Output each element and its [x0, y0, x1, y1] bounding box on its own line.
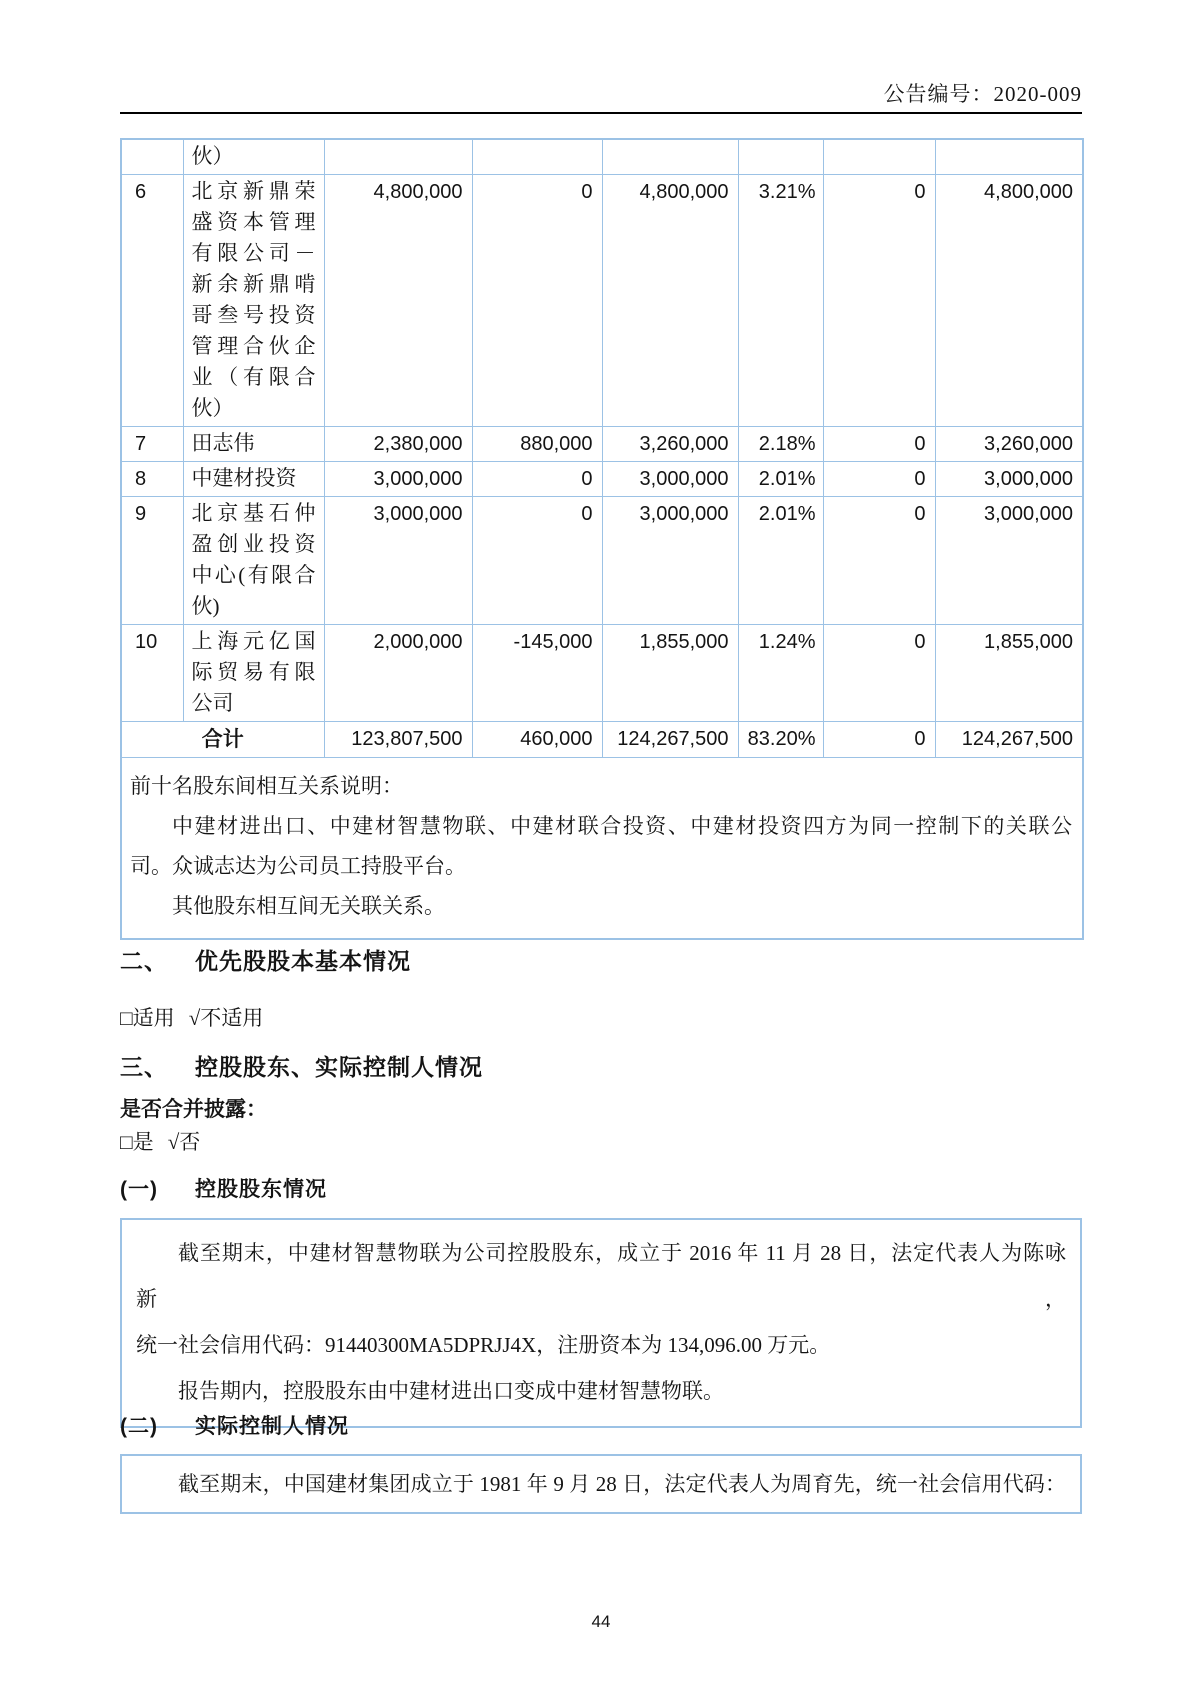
checkbox-no: √否	[167, 1130, 201, 1154]
page-number: 44	[591, 1612, 611, 1631]
table-row-continuation	[121, 139, 1083, 175]
cell-ratio: 2.01%	[738, 497, 823, 625]
top-shareholders-table	[120, 138, 1084, 940]
cell-value: 0	[472, 462, 602, 497]
box-line: 截至期末，中国建材集团成立于 1981 年 9 月 28 日，法定代表人为周育先，统一社会信用代码：	[178, 1472, 1066, 1496]
controlling-shareholder-box	[120, 1218, 1082, 1428]
cell-total-value: 460,000	[472, 722, 602, 758]
cell-value: 4,800,000	[324, 175, 472, 427]
cell-shareholder-name: 上海元亿国际贸易有限公司	[183, 625, 324, 722]
cell-ratio: 1.24%	[738, 625, 823, 722]
cell-value: 0	[472, 175, 602, 427]
relationship-notes	[121, 758, 1083, 940]
cell-value: 0	[823, 625, 935, 722]
cell-total-value: 0	[823, 722, 935, 758]
cell-value: 3,000,000	[935, 497, 1083, 625]
cell-value: 1,855,000	[935, 625, 1083, 722]
announcement-number: 公告编号：2020-009	[883, 82, 1082, 106]
merged-disclosure-line	[120, 1126, 1082, 1156]
table-notes-row	[121, 758, 1083, 940]
cell-value: 0	[823, 462, 935, 497]
cell-ratio: 2.18%	[738, 427, 823, 462]
table-row	[121, 175, 1083, 427]
checkbox-not-applicable: √不适用	[188, 1006, 264, 1030]
checkbox-yes: □是	[120, 1130, 154, 1154]
notes-line: 中建材进出口、中建材智慧物联、中建材联合投资、中建材投资四方为同一控制下的关联公	[172, 814, 1072, 838]
cell-value: 3,000,000	[935, 462, 1083, 497]
merged-disclosure-label: 是否合并披露：	[120, 1098, 267, 1121]
cell-value: 3,000,000	[324, 462, 472, 497]
subsection-number: (二)	[120, 1415, 158, 1438]
box-line: 统一社会信用代码：91440300MA5DPRJJ4X，注册资本为 134,096.00 万元。	[136, 1333, 831, 1357]
cell-ratio: 3.21%	[738, 175, 823, 427]
notes-title: 前十名股东间相互关系说明：	[130, 774, 403, 798]
cell-value: 3,260,000	[935, 427, 1083, 462]
cell-value: 3,260,000	[602, 427, 738, 462]
cell-value: 4,800,000	[602, 175, 738, 427]
cell-value	[823, 139, 935, 175]
box-line: 截至期末，中建材智慧物联为公司控股股东，成立于 2016 年 11 月 28 日，法定代表人为陈咏新，	[136, 1241, 1066, 1311]
cell-total-value: 124,267,500	[935, 722, 1083, 758]
section-number: 二、	[120, 948, 168, 974]
cell-value: 880,000	[472, 427, 602, 462]
section-heading-controlling-shareholder	[120, 1049, 1082, 1082]
cell-serial: 7	[121, 427, 183, 462]
table-row	[121, 497, 1083, 625]
notes-line: 其他股东相互间无关联关系。	[172, 894, 445, 918]
cell-serial	[121, 139, 183, 175]
cell-value: 2,000,000	[324, 625, 472, 722]
cell-ratio	[738, 139, 823, 175]
table-row	[121, 625, 1083, 722]
cell-value	[935, 139, 1083, 175]
notes-line: 司。众诚志达为公司员工持股平台。	[130, 854, 466, 878]
section-number: 三、	[120, 1054, 168, 1080]
cell-total-value: 123,807,500	[324, 722, 472, 758]
cell-serial: 9	[121, 497, 183, 625]
cell-shareholder-name: 田志伟	[183, 427, 324, 462]
section-heading-preferred-shares	[120, 943, 1082, 976]
cell-value: 0	[823, 175, 935, 427]
cell-ratio: 2.01%	[738, 462, 823, 497]
subsection-heading-actual-controller	[120, 1410, 1082, 1440]
cell-shareholder-name: 北京基石仲盈创业投资中心(有限合伙)	[183, 497, 324, 625]
subsection-title: 实际控制人情况	[195, 1415, 349, 1438]
cell-value	[324, 139, 472, 175]
cell-value: 3,000,000	[602, 497, 738, 625]
checkbox-applicable: □适用	[120, 1006, 175, 1030]
cell-value: 3,000,000	[602, 462, 738, 497]
actual-controller-box	[120, 1454, 1082, 1514]
cell-total-ratio: 83.20%	[738, 722, 823, 758]
table-row	[121, 462, 1083, 497]
cell-value: 4,800,000	[935, 175, 1083, 427]
cell-shareholder-name: 北京新鼎荣盛资本管理有限公司－新余新鼎啃哥叁号投资管理合伙企业（有限合伙）	[183, 175, 324, 427]
table-total-row	[121, 722, 1083, 758]
cell-value	[602, 139, 738, 175]
cell-value	[472, 139, 602, 175]
cell-shareholder-name: 中建材投资	[183, 462, 324, 497]
cell-shareholder-name: 伙）	[183, 139, 324, 175]
cell-total-value: 124,267,500	[602, 722, 738, 758]
cell-serial: 6	[121, 175, 183, 427]
box-line: 报告期内，控股股东由中建材进出口变成中建材智慧物联。	[178, 1379, 724, 1403]
cell-value: 0	[472, 497, 602, 625]
subsection-heading-controlling-shareholder	[120, 1173, 1082, 1203]
cell-value: -145,000	[472, 625, 602, 722]
table-row	[121, 427, 1083, 462]
cell-value: 3,000,000	[324, 497, 472, 625]
section-title: 优先股股本基本情况	[195, 948, 411, 974]
total-label: 合计	[121, 722, 324, 758]
cell-serial: 8	[121, 462, 183, 497]
applicability-line	[120, 1002, 1082, 1032]
subsection-number: (一)	[120, 1178, 158, 1201]
cell-value: 0	[823, 497, 935, 625]
cell-value: 0	[823, 427, 935, 462]
cell-serial: 10	[121, 625, 183, 722]
subsection-title: 控股股东情况	[195, 1178, 327, 1201]
header-rule	[120, 112, 1082, 114]
section-title: 控股股东、实际控制人情况	[195, 1054, 483, 1080]
cell-value: 1,855,000	[602, 625, 738, 722]
cell-value: 2,380,000	[324, 427, 472, 462]
